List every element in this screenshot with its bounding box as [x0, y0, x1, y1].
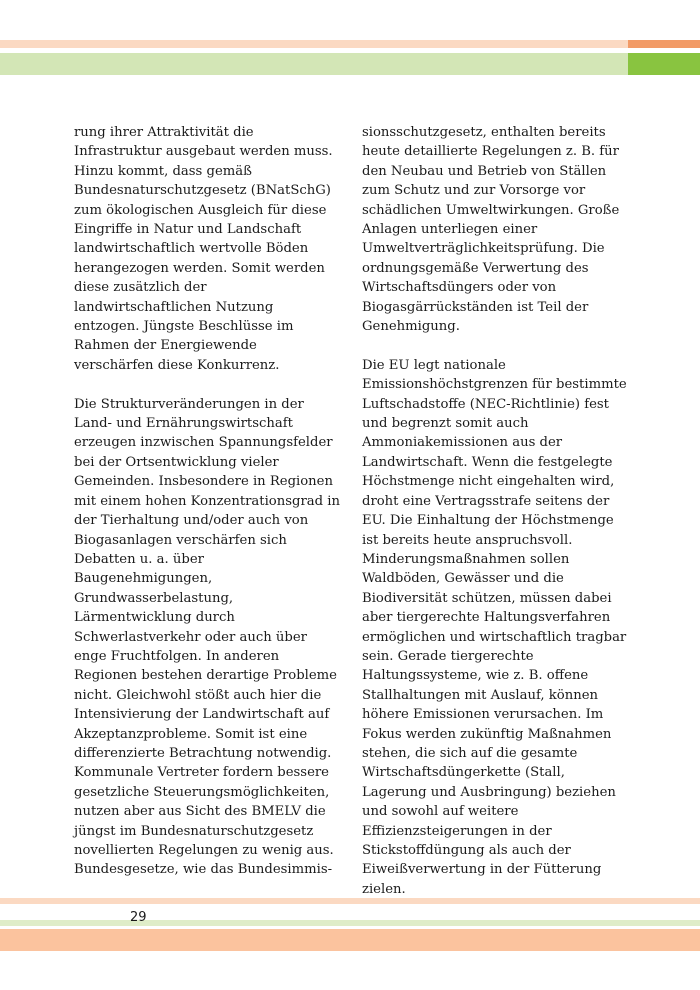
- footer-peach-thin-band: [0, 898, 700, 904]
- footer-peach-band: [0, 929, 700, 951]
- page-number: 29: [130, 910, 147, 925]
- right-paragraph-2: Die EU legt nationale Emissionshöchstgrenzen für bestimmte Luftschadstoffe (NEC-Richtlinie) fest und begrenzt somit auch Ammoniakemissionen aus der Landwirtschaft. Wenn die festgelegte Höchstmenge nicht eingehalten wird, droht eine Vertragsstrafe seitens der EU. Die Einhaltung der Höchstmenge ist bereits heute anspruchsvoll. Minderungsmaßnahmen sollen Waldböden, Gewässer und die Biodiversität schützen, müssen dabei aber tiergerechte Haltungsverfahren ermöglichen und wirtschaftlich tragbar sein. Gerade tiergerechte Haltungssysteme, wie z. B. offene Stallhaltungen mit Auslauf, können höhere Emissionen verursachen. Im Fokus werden zukünftig Maßnahmen stehen, die sich auf die gesamte Wirtschaftsdüngerkette (Stall, Lagerung und Ausbringung) beziehen und sowohl auf weitere Effizienzsteigerungen in der Stickstoffdüngung als auch der Eiweißverwertung in der Fütterung zielen.: [362, 357, 627, 897]
- header-green-band: [0, 53, 700, 75]
- left-paragraph-1: rung ihrer Attraktivität die Infrastruktur ausgebaut werden muss. Hinzu kommt, dass gemäß Bundesnaturschutzgesetz (BNatSchG) zum ökologischen Ausgleich für diese Eingriffe in Natur und Landschaft landwirtschaftlich wertvolle Böden herangezogen werden. Somit werden diese zusätzlich der landwirtschaftlichen Nutzung entzogen. Jüngste Beschlüsse im Rahmen der Energiewende verschärfen diese Konkurrenz.: [74, 125, 333, 373]
- right-text-column: [362, 123, 628, 919]
- right-paragraph-1: sionsschutzgesetz, enthalten bereits heute detaillierte Regelungen z. B. für den Neubau und Betrieb von Ställen zum Schutz und zur Vorsorge vor schädlichen Umweltwirkungen. Große Anlagen unterliegen einer Umweltverträglichkeitsprüfung. Die ordnungsgemäße Verwertung des Wirtschaftsdüngers oder von Biogasgärrückständen ist Teil der Genehmigung.: [362, 125, 620, 335]
- header-peach-accent: [628, 40, 700, 48]
- left-text-column: [74, 123, 340, 899]
- footer-green-thin-band: [0, 920, 700, 926]
- header-green-accent: [628, 53, 700, 75]
- header-peach-band: [0, 40, 700, 48]
- left-paragraph-2: Die Strukturveränderungen in der Land- und Ernährungswirtschaft erzeugen inzwischen Spannungsfelder bei der Ortsentwicklung vieler Gemeinden. Insbesondere in Regionen mit einem hohen Konzentrationsgrad in der Tierhaltung und/oder auch von Biogasanlagen verschärfen sich Debatten u. a. über Baugenehmigungen, Grundwasserbelastung, Lärmentwicklung durch Schwerlastverkehr oder auch über enge Fruchtfolgen. In anderen Regionen bestehen derartige Probleme nicht. Gleichwohl stößt auch hier die Intensivierung der Landwirtschaft auf Akzeptanzprobleme. Somit ist eine differenzierte Betrachtung notwendig. Kommunale Vertreter fordern bessere gesetzliche Steuerungsmöglichkeiten, nutzen aber aus Sicht des BMELV die jüngst im Bundesnaturschutzgesetz novellierten Regelungen zu wenig aus. Bundesgesetze, wie das Bundesimmis-: [74, 396, 340, 878]
